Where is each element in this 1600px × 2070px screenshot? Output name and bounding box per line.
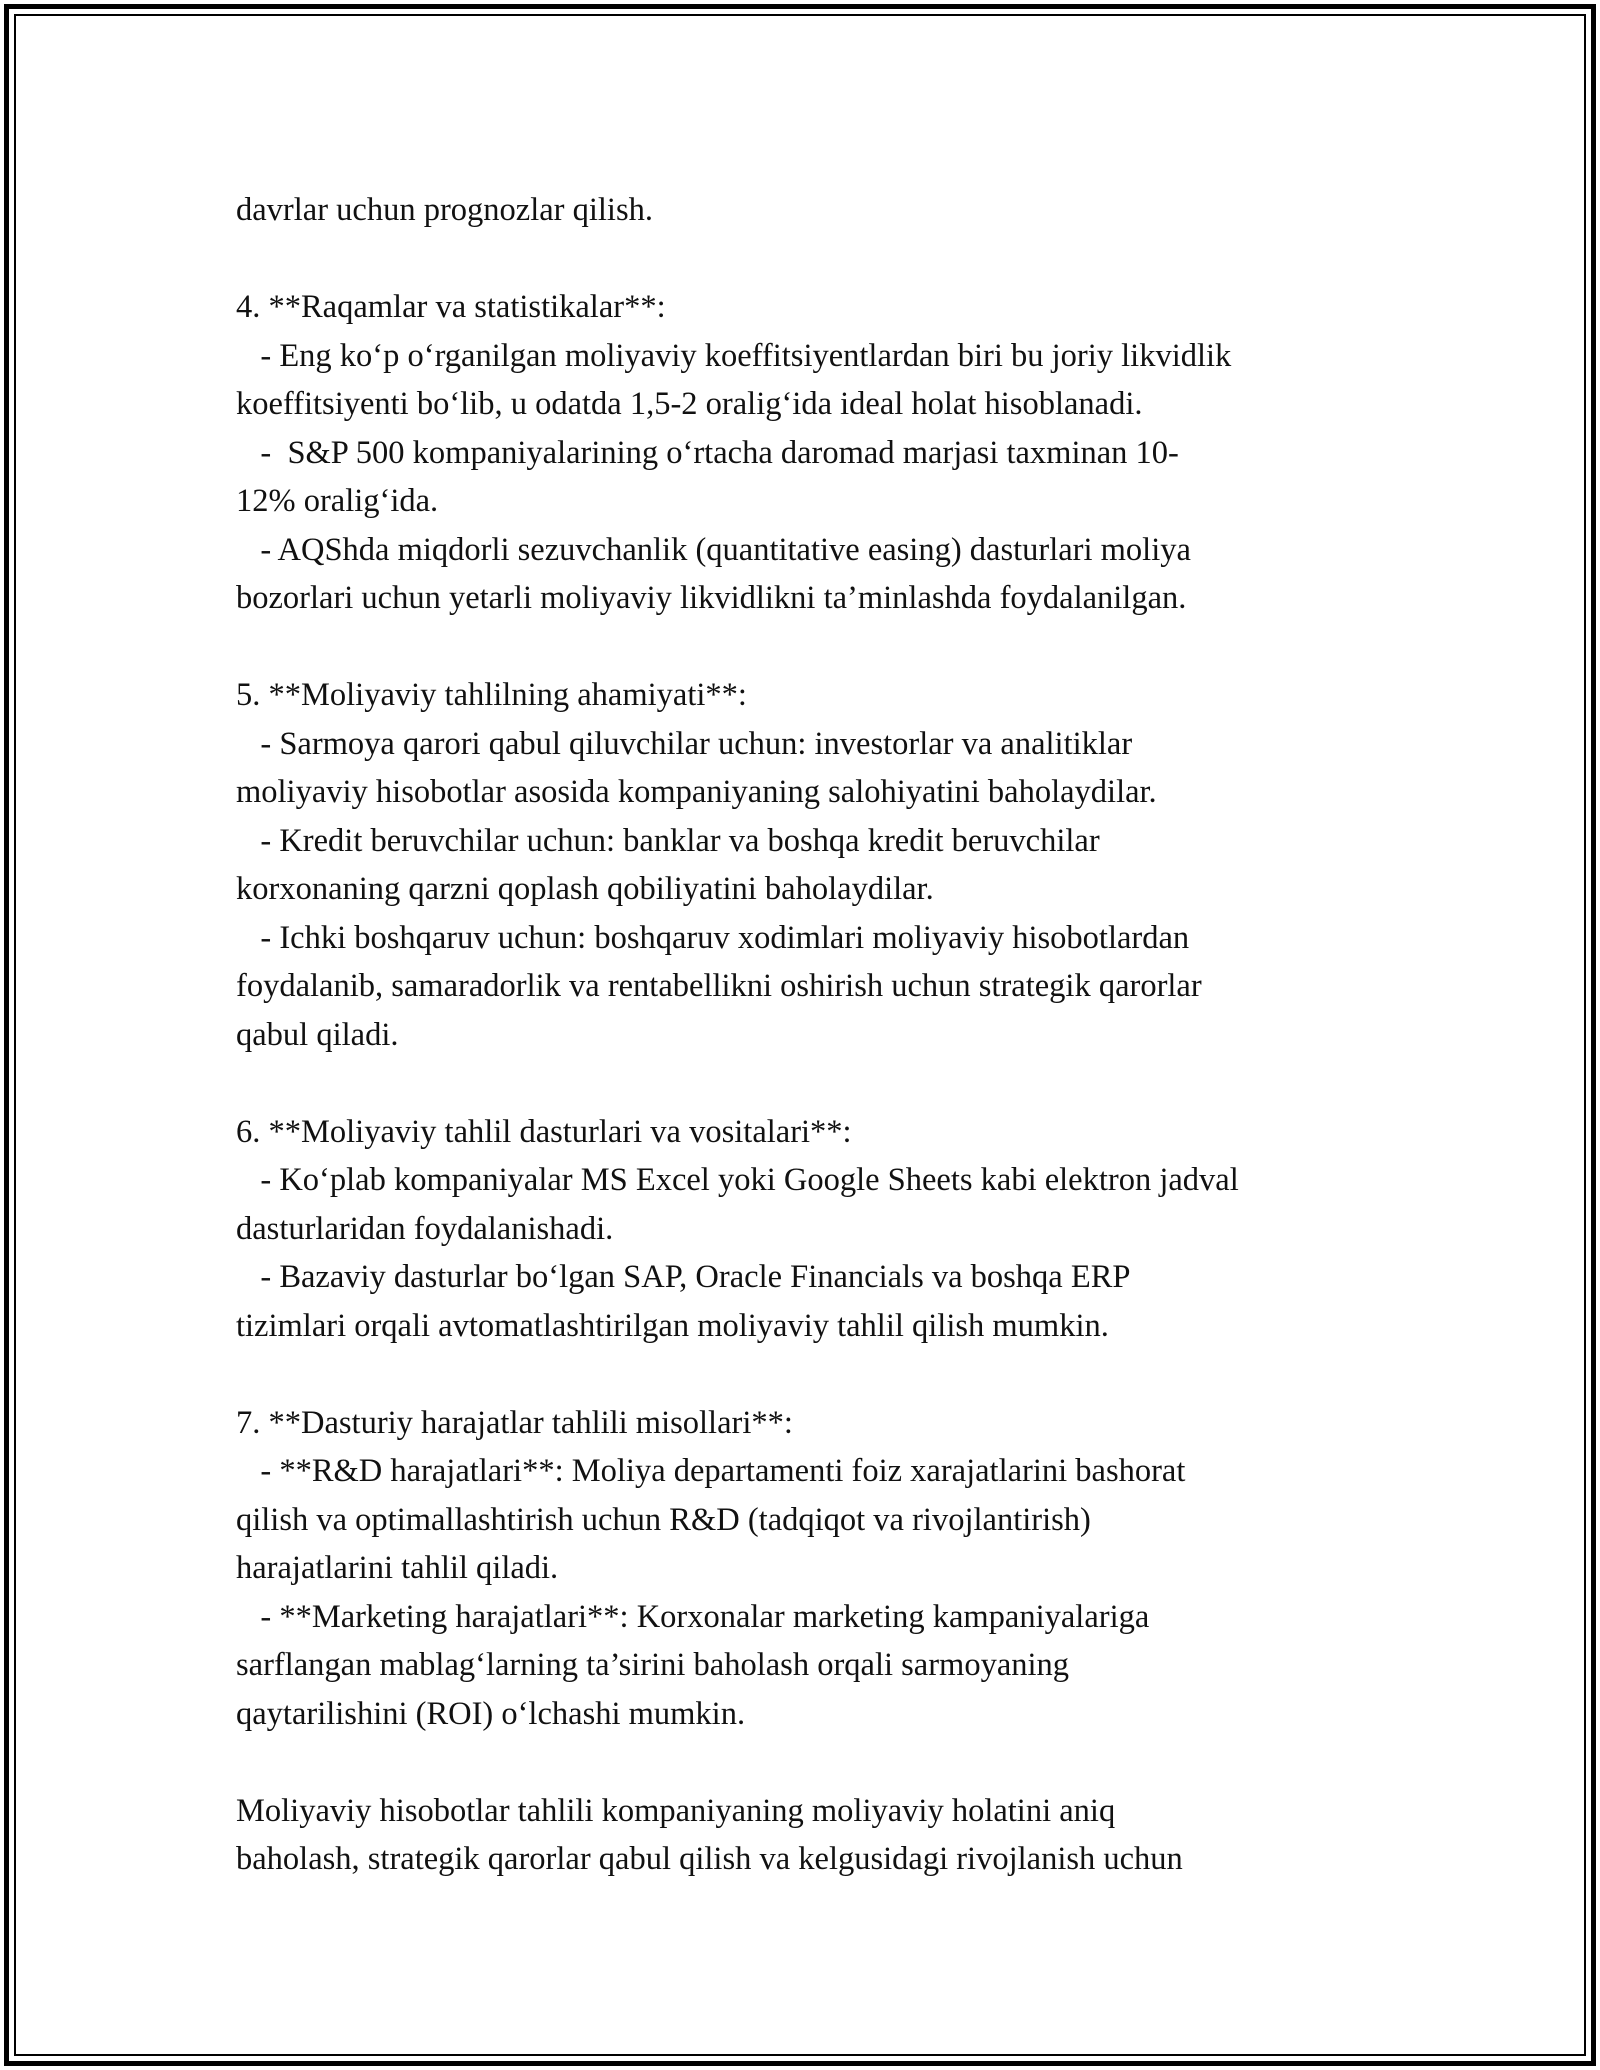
section-heading-4: 4. **Raqamlar va statistikalar**:: [236, 289, 666, 325]
text-line: foydalanib, samaradorlik va rentabellikni oshirish uchun strategik qarorlar: [236, 968, 1202, 1004]
text-line: harajatlarini tahlil qiladi.: [236, 1550, 559, 1586]
text-line: - Ichki boshqaruv uchun: boshqaruv xodimlari moliyaviy hisobotlardan: [236, 919, 1190, 956]
text-line: moliyaviy hisobotlar asosida kompaniyaning salohiyatini baholaydilar.: [236, 774, 1157, 810]
text-line: tizimlari orqali avtomatlashtirilgan moliyaviy tahlil qilish mumkin.: [236, 1307, 1109, 1344]
blank-line: [236, 235, 1386, 284]
text-line: qabul qiladi.: [236, 1016, 399, 1053]
text-line: davrlar uchun prognozlar qilish.: [236, 192, 653, 228]
section-heading-5: 5. **Moliyaviy tahlilning ahamiyati**:: [236, 677, 747, 713]
section-heading-6: 6. **Moliyaviy tahlil dasturlari va vositalari**:: [236, 1113, 852, 1150]
section-heading-7: 7. **Dasturiy harajatlar tahlili misollari**:: [236, 1404, 793, 1441]
blank-line: [236, 1738, 1386, 1787]
blank-line: [236, 1350, 1386, 1399]
text-line: - **R&D harajatlari**: Moliya departamenti foiz xarajatlarini bashorat: [236, 1453, 1186, 1489]
blank-line: [236, 623, 1386, 672]
text-line: - S&P 500 kompaniyalarining o‘rtacha daromad marjasi taxminan 10-: [236, 434, 1179, 471]
blank-line: [236, 1059, 1386, 1108]
text-line: - Sarmoya qarori qabul qiluvchilar uchun: investorlar va analitiklar: [236, 725, 1133, 762]
text-line: sarflangan mablag‘larning ta’sirini baholash orqali sarmoyaning: [236, 1647, 1070, 1683]
text-line: koeffitsiyenti bo‘lib, u odatda 1,5-2 oralig‘ida ideal holat hisoblanadi.: [236, 386, 1143, 422]
text-line: - Ko‘plab kompaniyalar MS Excel yoki Google Sheets kabi elektron jadval: [236, 1162, 1239, 1198]
text-line: qilish va optimallashtirish uchun R&D (tadqiqot va rivojlantirish): [236, 1501, 1091, 1538]
text-line: qaytarilishini (ROI) o‘lchashi mumkin.: [236, 1695, 746, 1732]
text-line: - AQShda miqdorli sezuvchanlik (quantitative easing) dasturlari moliya: [236, 531, 1191, 568]
text-line: - Bazaviy dasturlar bo‘lgan SAP, Oracle Financials va boshqa ERP: [236, 1259, 1131, 1295]
text-line: 12% oralig‘ida.: [236, 483, 439, 519]
conclusion-line: baholash, strategik qarorlar qabul qilish va kelgusidagi rivojlanish uchun: [236, 1841, 1183, 1877]
text-line: korxonaning qarzni qoplash qobiliyatini baholaydilar.: [236, 871, 934, 907]
conclusion-line: Moliyaviy hisobotlar tahlili kompaniyaning moliyaviy holatini aniq: [236, 1792, 1116, 1829]
text-line: - Eng ko‘p o‘rganilgan moliyaviy koeffitsiyentlardan biri bu joriy likvidlik: [236, 337, 1232, 374]
document-body: [236, 186, 1386, 1884]
text-line: - **Marketing harajatlari**: Korxonalar marketing kampaniyalariga: [236, 1598, 1150, 1635]
text-line: - Kredit beruvchilar uchun: banklar va boshqa kredit beruvchilar: [236, 822, 1100, 859]
text-line: bozorlari uchun yetarli moliyaviy likvidlikni ta’minlashda foydalanilgan.: [236, 580, 1187, 616]
text-line: dasturlaridan foydalanishadi.: [236, 1210, 614, 1247]
